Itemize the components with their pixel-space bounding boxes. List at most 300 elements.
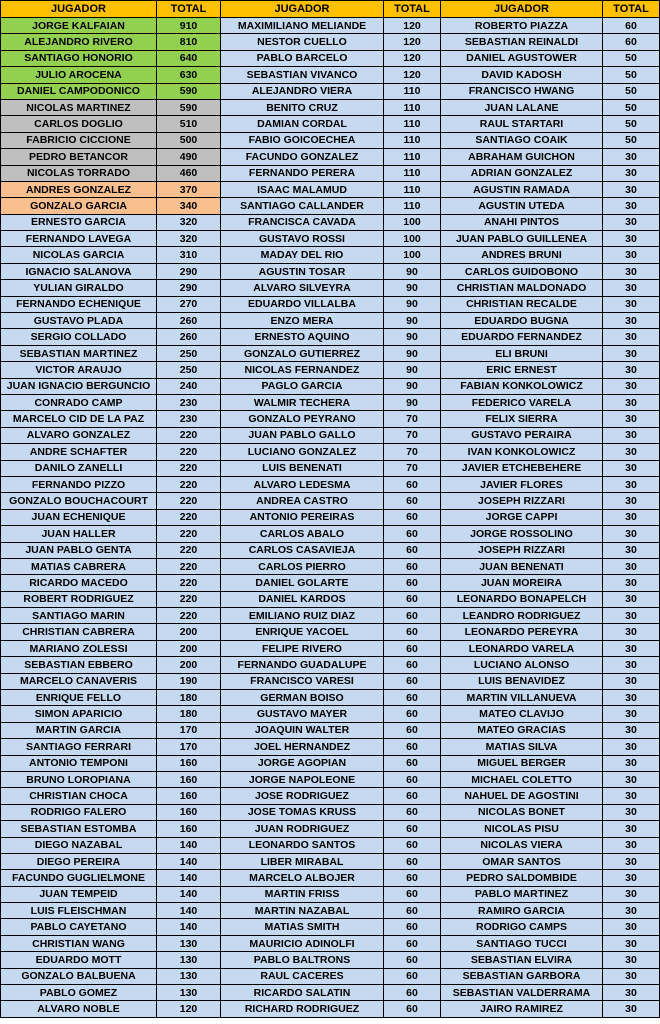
player-name-cell: EDUARDO MOTT [1,952,157,968]
player-name-cell: FERNANDO ECHENIQUE [1,296,157,312]
header-total: TOTAL [384,1,441,18]
player-total-cell: 60 [603,34,660,50]
table-row [1,476,660,492]
player-name-cell: LEONARDO BONAPELCH [441,591,603,607]
table-row [1,935,660,951]
player-total-cell: 490 [157,149,221,165]
player-total-cell: 30 [603,149,660,165]
player-total-cell: 30 [603,706,660,722]
player-total-cell: 60 [384,1001,441,1017]
player-name-cell: SANTIAGO FERRARI [1,739,157,755]
player-name-cell: GUSTAVO MAYER [221,706,384,722]
table-row [1,50,660,66]
player-name-cell: MAURICIO ADINOLFI [221,935,384,951]
player-name-cell: GONZALO GARCIA [1,198,157,214]
table-row [1,132,660,148]
player-total-cell: 220 [157,575,221,591]
player-total-cell: 30 [603,821,660,837]
table-row [1,116,660,132]
player-total-cell: 130 [157,968,221,984]
player-name-cell: ALVARO LEDESMA [221,476,384,492]
player-name-cell: ALEJANDRO VIERA [221,83,384,99]
player-total-cell: 270 [157,296,221,312]
player-total-cell: 30 [603,575,660,591]
player-total-cell: 260 [157,329,221,345]
player-total-cell: 60 [603,18,660,34]
player-name-cell: ANTONIO TEMPONI [1,755,157,771]
table-row [1,624,660,640]
player-name-cell: SEBASTIAN REINALDI [441,34,603,50]
table-row [1,903,660,919]
player-name-cell: LUIS BENENATI [221,460,384,476]
player-total-cell: 120 [384,67,441,83]
player-name-cell: JAIRO RAMIREZ [441,1001,603,1017]
player-name-cell: GONZALO BALBUENA [1,968,157,984]
player-name-cell: NICOLAS GARCIA [1,247,157,263]
player-name-cell: LEANDRO RODRIGUEZ [441,608,603,624]
table-row [1,214,660,230]
player-name-cell: ERIC ERNEST [441,362,603,378]
player-total-cell: 30 [603,837,660,853]
table-row [1,181,660,197]
player-name-cell: ALVARO GONZALEZ [1,427,157,443]
player-name-cell: ANDRE SCHAFTER [1,444,157,460]
player-name-cell: MARCELO CANAVERIS [1,673,157,689]
table-row [1,165,660,181]
player-total-cell: 30 [603,296,660,312]
player-total-cell: 140 [157,853,221,869]
header-total: TOTAL [603,1,660,18]
table-row [1,657,660,673]
table-row [1,280,660,296]
player-total-cell: 100 [384,247,441,263]
player-name-cell: EDUARDO VILLALBA [221,296,384,312]
player-total-cell: 30 [603,526,660,542]
player-total-cell: 50 [603,132,660,148]
player-total-cell: 320 [157,231,221,247]
player-total-cell: 30 [603,345,660,361]
player-total-cell: 100 [384,214,441,230]
player-total-cell: 60 [384,739,441,755]
player-total-cell: 130 [157,985,221,1001]
player-name-cell: FACUNDO GUGLIELMONE [1,870,157,886]
player-name-cell: GUSTAVO PERAIRA [441,427,603,443]
player-total-cell: 220 [157,558,221,574]
player-total-cell: 90 [384,394,441,410]
player-name-cell: SANTIAGO TUCCI [441,935,603,951]
player-name-cell: ISAAC MALAMUD [221,181,384,197]
player-total-cell: 30 [603,231,660,247]
player-total-cell: 30 [603,362,660,378]
player-total-cell: 590 [157,99,221,115]
player-name-cell: FABIAN KONKOLOWICZ [441,378,603,394]
player-total-cell: 140 [157,837,221,853]
player-total-cell: 320 [157,214,221,230]
player-name-cell: SEBASTIAN MARTINEZ [1,345,157,361]
player-name-cell: JULIO AROCENA [1,67,157,83]
player-name-cell: SEBASTIAN GARBORA [441,968,603,984]
player-total-cell: 90 [384,345,441,361]
player-total-cell: 30 [603,608,660,624]
player-name-cell: EDUARDO FERNANDEZ [441,329,603,345]
player-name-cell: CARLOS ABALO [221,526,384,542]
player-name-cell: RODRIGO FALERO [1,804,157,820]
player-name-cell: DANIEL KARDOS [221,591,384,607]
table-row [1,722,660,738]
player-name-cell: SANTIAGO MARIN [1,608,157,624]
player-name-cell: SEBASTIAN ESTOMBA [1,821,157,837]
player-name-cell: CHRISTIAN CHOCA [1,788,157,804]
player-total-cell: 70 [384,460,441,476]
player-total-cell: 30 [603,280,660,296]
player-name-cell: MATEO GRACIAS [441,722,603,738]
player-name-cell: MICHAEL COLETTO [441,771,603,787]
player-total-cell: 90 [384,263,441,279]
player-name-cell: MARIANO ZOLESSI [1,640,157,656]
player-name-cell: CHRISTIAN RECALDE [441,296,603,312]
player-total-cell: 60 [384,575,441,591]
player-name-cell: OMAR SANTOS [441,853,603,869]
player-name-cell: DANIEL GOLARTE [221,575,384,591]
player-name-cell: JUAN PABLO GUILLENEA [441,231,603,247]
player-total-cell: 30 [603,313,660,329]
player-total-cell: 90 [384,296,441,312]
table-row [1,739,660,755]
player-total-cell: 30 [603,460,660,476]
player-total-cell: 120 [384,18,441,34]
player-total-cell: 30 [603,378,660,394]
player-name-cell: JUAN PABLO GALLO [221,427,384,443]
player-name-cell: SANTIAGO CALLANDER [221,198,384,214]
player-name-cell: JORGE AGOPIAN [221,755,384,771]
player-name-cell: MATIAS SMITH [221,919,384,935]
player-name-cell: CARLOS PIERRO [221,558,384,574]
player-total-cell: 70 [384,444,441,460]
player-total-cell: 60 [384,821,441,837]
player-name-cell: SEBASTIAN VIVANCO [221,67,384,83]
player-name-cell: JUAN PABLO GENTA [1,542,157,558]
player-name-cell: ENRIQUE YACOEL [221,624,384,640]
player-name-cell: JUAN RODRIGUEZ [221,821,384,837]
player-total-cell: 30 [603,493,660,509]
player-total-cell: 230 [157,394,221,410]
player-name-cell: LUCIANO ALONSO [441,657,603,673]
player-total-cell: 500 [157,132,221,148]
header-row [1,1,660,18]
player-total-cell: 110 [384,83,441,99]
player-total-cell: 160 [157,821,221,837]
player-total-cell: 30 [603,591,660,607]
player-total-cell: 30 [603,771,660,787]
player-name-cell: RAUL STARTARI [441,116,603,132]
player-total-cell: 30 [603,411,660,427]
player-name-cell: RAUL CACERES [221,968,384,984]
player-name-cell: RICARDO MACEDO [1,575,157,591]
player-name-cell: GUSTAVO ROSSI [221,231,384,247]
player-total-cell: 60 [384,804,441,820]
player-total-cell: 50 [603,50,660,66]
player-name-cell: NICOLAS TORRADO [1,165,157,181]
table-row [1,542,660,558]
player-total-cell: 60 [384,526,441,542]
player-total-cell: 30 [603,657,660,673]
player-name-cell: FRANCISCO VARESI [221,673,384,689]
player-total-cell: 60 [384,608,441,624]
table-body [1,18,660,1018]
player-total-cell: 30 [603,329,660,345]
table-row [1,591,660,607]
player-total-cell: 60 [384,476,441,492]
player-total-cell: 60 [384,657,441,673]
player-total-cell: 50 [603,116,660,132]
player-total-cell: 60 [384,903,441,919]
player-total-cell: 220 [157,427,221,443]
player-total-cell: 160 [157,788,221,804]
player-total-cell: 60 [384,853,441,869]
player-name-cell: NICOLAS BONET [441,804,603,820]
player-name-cell: NESTOR CUELLO [221,34,384,50]
player-name-cell: GUSTAVO PLADA [1,313,157,329]
player-name-cell: RICARDO SALATIN [221,985,384,1001]
table-row [1,345,660,361]
player-total-cell: 110 [384,99,441,115]
player-total-cell: 290 [157,263,221,279]
table-row [1,690,660,706]
table-row [1,886,660,902]
player-total-cell: 60 [384,690,441,706]
player-total-cell: 140 [157,919,221,935]
player-total-cell: 30 [603,968,660,984]
player-name-cell: FACUNDO GONZALEZ [221,149,384,165]
player-name-cell: ANDRES GONZALEZ [1,181,157,197]
player-total-cell: 170 [157,722,221,738]
player-name-cell: MATIAS CABRERA [1,558,157,574]
player-total-cell: 30 [603,263,660,279]
player-name-cell: GONZALO PEYRANO [221,411,384,427]
player-total-cell: 240 [157,378,221,394]
player-name-cell: JOSEPH RIZZARI [441,542,603,558]
player-name-cell: JUAN MOREIRA [441,575,603,591]
player-name-cell: VICTOR ARAUJO [1,362,157,378]
player-name-cell: MATIAS SILVA [441,739,603,755]
table-row [1,378,660,394]
player-name-cell: LIBER MIRABAL [221,853,384,869]
player-name-cell: FRANCISCA CAVADA [221,214,384,230]
player-total-cell: 200 [157,657,221,673]
player-name-cell: AGUSTIN TOSAR [221,263,384,279]
player-name-cell: CHRISTIAN WANG [1,935,157,951]
player-total-cell: 130 [157,935,221,951]
player-total-cell: 90 [384,329,441,345]
player-name-cell: ENRIQUE FELLO [1,690,157,706]
player-total-cell: 30 [603,181,660,197]
player-name-cell: LEONARDO PEREYRA [441,624,603,640]
player-total-cell: 30 [603,985,660,1001]
player-name-cell: FERNANDO PERERA [221,165,384,181]
player-name-cell: JUAN HALLER [1,526,157,542]
table-row [1,149,660,165]
player-total-cell: 60 [384,919,441,935]
player-total-cell: 110 [384,149,441,165]
player-total-cell: 90 [384,280,441,296]
player-total-cell: 200 [157,624,221,640]
player-total-cell: 640 [157,50,221,66]
player-name-cell: AGUSTIN RAMADA [441,181,603,197]
player-name-cell: ANDRES BRUNI [441,247,603,263]
player-name-cell: FELIX SIERRA [441,411,603,427]
player-name-cell: JUAN IGNACIO BERGUNCIO [1,378,157,394]
player-name-cell: ANAHI PINTOS [441,214,603,230]
player-name-cell: LEONARDO SANTOS [221,837,384,853]
player-total-cell: 190 [157,673,221,689]
player-total-cell: 30 [603,722,660,738]
player-total-cell: 220 [157,526,221,542]
player-total-cell: 110 [384,132,441,148]
player-total-cell: 60 [384,673,441,689]
player-name-cell: MARTIN NAZABAL [221,903,384,919]
player-name-cell: RAMIRO GARCIA [441,903,603,919]
player-total-cell: 90 [384,378,441,394]
player-name-cell: BENITO CRUZ [221,99,384,115]
table-row [1,34,660,50]
player-name-cell: ROBERTO PIAZZA [441,18,603,34]
player-total-cell: 30 [603,558,660,574]
table-row [1,558,660,574]
table-row [1,329,660,345]
table-row [1,837,660,853]
player-total-cell: 30 [603,542,660,558]
player-total-cell: 110 [384,165,441,181]
player-name-cell: ELI BRUNI [441,345,603,361]
player-total-cell: 30 [603,476,660,492]
table-row [1,985,660,1001]
player-name-cell: DIEGO PEREIRA [1,853,157,869]
player-total-cell: 90 [384,362,441,378]
player-total-cell: 30 [603,509,660,525]
player-total-cell: 30 [603,214,660,230]
player-name-cell: MIGUEL BERGER [441,755,603,771]
player-name-cell: JOSEPH RIZZARI [441,493,603,509]
player-name-cell: DAMIAN CORDAL [221,116,384,132]
player-total-cell: 60 [384,886,441,902]
table-row [1,394,660,410]
player-name-cell: IGNACIO SALANOVA [1,263,157,279]
player-name-cell: JORGE NAPOLEONE [221,771,384,787]
player-total-cell: 140 [157,903,221,919]
player-name-cell: SANTIAGO HONORIO [1,50,157,66]
player-name-cell: JAVIER ETCHEBEHERE [441,460,603,476]
header-jugador: JUGADOR [1,1,157,18]
player-total-cell: 30 [603,804,660,820]
player-total-cell: 370 [157,181,221,197]
player-name-cell: ADRIAN GONZALEZ [441,165,603,181]
player-total-cell: 60 [384,509,441,525]
player-name-cell: MADAY DEL RIO [221,247,384,263]
player-total-cell: 160 [157,755,221,771]
player-name-cell: JOSE RODRIGUEZ [221,788,384,804]
player-total-cell: 60 [384,771,441,787]
player-total-cell: 220 [157,509,221,525]
player-name-cell: JAVIER FLORES [441,476,603,492]
player-name-cell: SEBASTIAN EBBERO [1,657,157,673]
table-row [1,444,660,460]
table-row [1,460,660,476]
player-name-cell: CARLOS DOGLIO [1,116,157,132]
player-total-cell: 70 [384,411,441,427]
table-row [1,67,660,83]
player-total-cell: 30 [603,935,660,951]
player-total-cell: 180 [157,706,221,722]
player-total-cell: 60 [384,952,441,968]
player-name-cell: MARTIN VILLANUEVA [441,690,603,706]
table-row [1,247,660,263]
player-name-cell: ALVARO SILVEYRA [221,280,384,296]
table-row [1,83,660,99]
header-jugador: JUGADOR [441,1,603,18]
player-name-cell: IVAN KONKOLOWICZ [441,444,603,460]
player-name-cell: DIEGO NAZABAL [1,837,157,853]
table-row [1,526,660,542]
player-name-cell: ROBERT RODRIGUEZ [1,591,157,607]
header-total: TOTAL [157,1,221,18]
player-name-cell: LUCIANO GONZALEZ [221,444,384,460]
player-total-cell: 140 [157,886,221,902]
player-name-cell: NICOLAS FERNANDEZ [221,362,384,378]
player-name-cell: GERMAN BOISO [221,690,384,706]
player-name-cell: ERNESTO AQUINO [221,329,384,345]
player-name-cell: PEDRO BETANCOR [1,149,157,165]
player-total-cell: 250 [157,345,221,361]
player-name-cell: NICOLAS MARTINEZ [1,99,157,115]
player-name-cell: ANTONIO PEREIRAS [221,509,384,525]
player-total-cell: 290 [157,280,221,296]
player-name-cell: JOEL HERNANDEZ [221,739,384,755]
player-name-cell: ALEJANDRO RIVERO [1,34,157,50]
player-total-cell: 60 [384,493,441,509]
table-row [1,706,660,722]
player-total-cell: 30 [603,673,660,689]
player-total-cell: 60 [384,591,441,607]
player-name-cell: ERNESTO GARCIA [1,214,157,230]
table-row [1,509,660,525]
player-name-cell: PABLO GOMEZ [1,985,157,1001]
table-row [1,231,660,247]
player-name-cell: DAVID KADOSH [441,67,603,83]
player-name-cell: PEDRO SALDOMBIDE [441,870,603,886]
player-total-cell: 60 [384,624,441,640]
player-name-cell: EDUARDO BUGNA [441,313,603,329]
player-name-cell: PAGLO GARCIA [221,378,384,394]
player-total-cell: 60 [384,870,441,886]
player-total-cell: 180 [157,690,221,706]
player-name-cell: FERNANDO PIZZO [1,476,157,492]
player-name-cell: SEBASTIAN ELVIRA [441,952,603,968]
player-name-cell: JUAN BENENATI [441,558,603,574]
player-name-cell: DANILO ZANELLI [1,460,157,476]
table-row [1,640,660,656]
player-total-cell: 30 [603,870,660,886]
player-total-cell: 90 [384,313,441,329]
player-total-cell: 220 [157,476,221,492]
player-name-cell: RICHARD RODRIGUEZ [221,1001,384,1017]
player-name-cell: PABLO CAYETANO [1,919,157,935]
player-total-cell: 110 [384,181,441,197]
table-row [1,952,660,968]
player-total-cell: 160 [157,771,221,787]
player-total-cell: 310 [157,247,221,263]
player-name-cell: WALMIR TECHERA [221,394,384,410]
player-total-cell: 250 [157,362,221,378]
